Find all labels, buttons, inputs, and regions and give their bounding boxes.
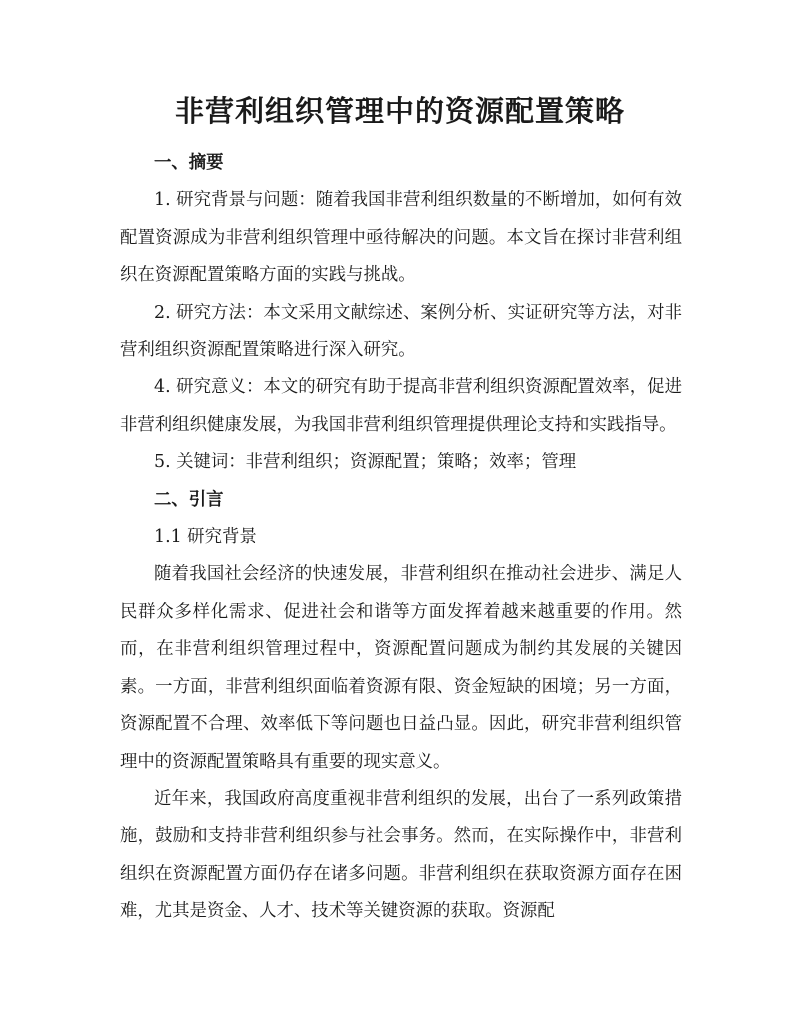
body-paragraph: 近年来，我国政府高度重视非营利组织的发展，出台了一系列政策措施，鼓励和支持非营利组织参与社会事务。然而，在实际操作中，非营利组织在资源配置方面仍存在诸多问题。非营利组织在获取资源方面存在困难，尤其是资金、人才、技术等关键资源的获取。资源配: [120, 788, 682, 922]
abstract-heading: 一、摘要: [154, 153, 224, 173]
abstract-item-background: 1. 研究背景与问题：随着我国非营利组织数量的不断增加，如何有效配置资源成为非营利组织管理中亟待解决的问题。本文旨在探讨非营利组织在资源配置策略方面的实践与挑战。: [120, 190, 682, 286]
subsection-heading: 1.1 研究背景: [154, 527, 257, 548]
document-title: 非营利组织管理中的资源配置策略: [174, 94, 625, 128]
body-paragraph: 随着我国社会经济的快速发展，非营利组织在推动社会进步、满足人民群众多样化需求、促进社会和谐等方面发挥着越来越重要的作用。然而，在非营利组织管理过程中，资源配置问题成为制约其发展的关键因素。一方面，非营利组织面临着资源有限、资金短缺的困境；另一方面，资源配置不合理、效率低下等问题也日益凸显。因此，研究非营利组织管理中的资源配置策略具有重要的现实意义。: [120, 564, 682, 772]
abstract-item-method: 2. 研究方法：本文采用文献综述、案例分析、实证研究等方法，对非营利组织资源配置策略进行深入研究。: [120, 302, 682, 361]
intro-heading: 二、引言: [154, 489, 224, 510]
abstract-item-keywords: 5. 关键词：非营利组织；资源配置；策略；效率；管理: [154, 452, 577, 473]
abstract-item-significance: 4. 研究意义：本文的研究有助于提高非营利组织资源配置效率，促进非营利组织健康发展，为我国非营利组织管理提供理论支持和实践指导。: [120, 377, 682, 435]
document-body: [120, 145, 682, 931]
